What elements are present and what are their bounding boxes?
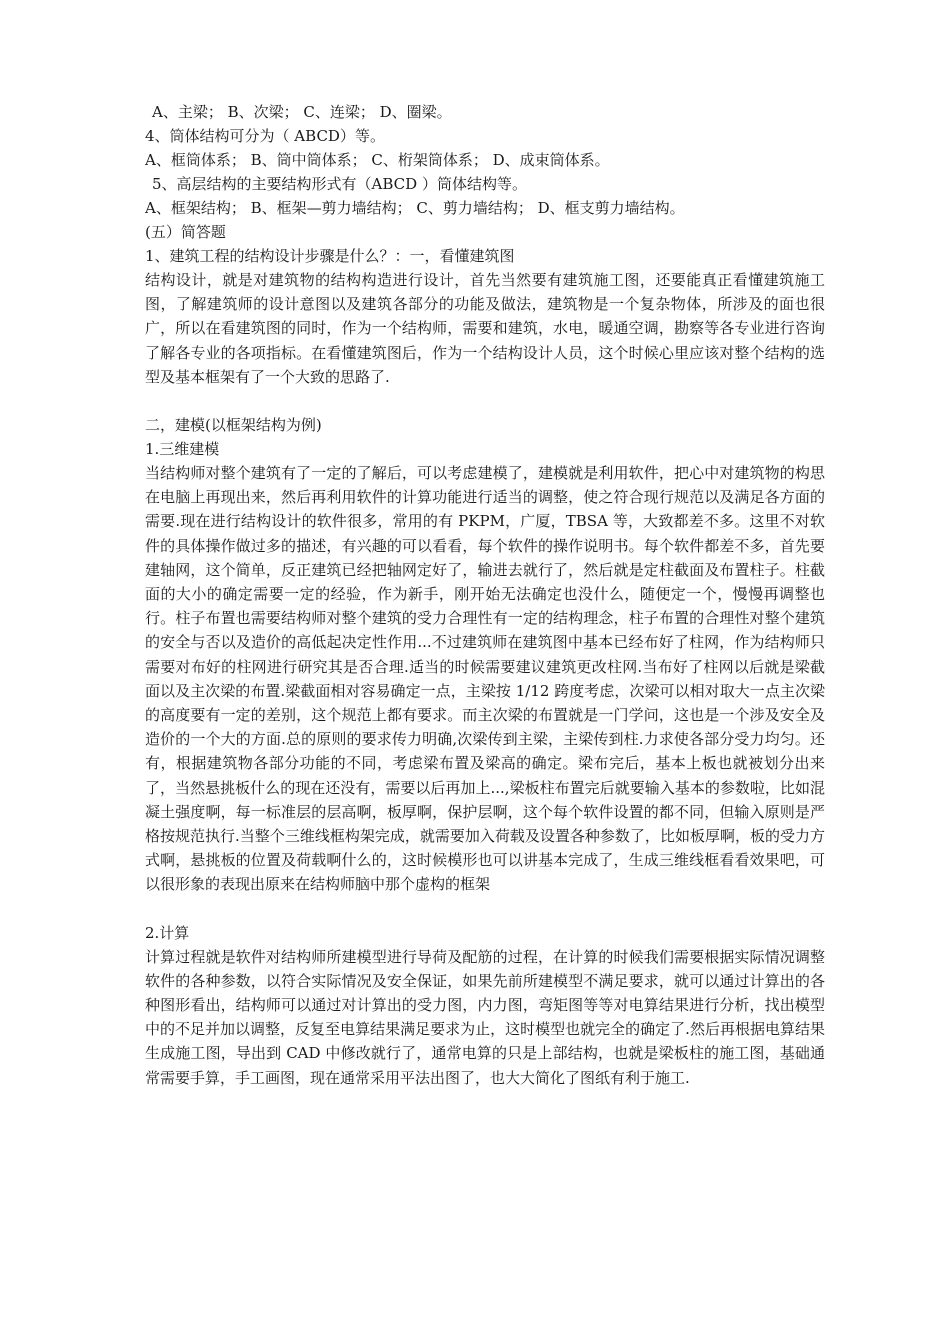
section-title: (五）简答题 <box>145 223 226 241</box>
spacer <box>145 897 825 921</box>
question-1-title: 1、建筑工程的结构设计步骤是什么？：一，看懂建筑图 <box>145 247 515 265</box>
calc-title: 2.计算 <box>145 923 190 942</box>
calc-paragraph: 计算过程就是软件对结构师所建模型进行导荷及配筋的过程，在计算的时候我们需要根据实际情况调整软件的各种参数，以符合实际情况及安全保证，如果先前所建模型不满足要求，就可以通过计算出的各种图形看出，结构师可以通过对计算出的受力图，内力图，弯矩图等等对电算结果进行分析，找出模型中的不足并加以调整，反复至电算结果满足要求为止，这时模型也就完全的确定了.然后再根据电算结果生成施工图，导出到 CAD 中修改就行了，通常电算的只是上部结构，也就是梁板柱的施工图，基础通常需要手算，手工画图，现在通常采用平法出图了，也大大简化了图纸有利于施工. <box>145 947 825 1087</box>
q5-title: 5、高层结构的主要结构形式有（ABCD ）筒体结构等。 <box>152 175 527 193</box>
document-page <box>145 100 825 1090</box>
step-2-subtitle: 1.三维建模 <box>145 440 220 459</box>
q3-options: A、主梁； B、次梁； C、连梁； D、圈梁。 <box>152 103 452 121</box>
q4-options: A、框筒体系； B、筒中筒体系； C、桁架筒体系； D、成束筒体系。 <box>145 151 610 169</box>
step-2-title: 二，建模(以框架结构为例) <box>145 416 322 435</box>
modeling-paragraph: 当结构师对整个建筑有了一定的了解后，可以考虑建模了，建模就是利用软件，把心中对建筑物的构思在电脑上再现出来，然后再利用软件的计算功能进行适当的调整，使之符合现行规范以及满足各方面的需要.现在进行结构设计的软件很多，常用的有 PKPM，广厦，TBSA 等，大致都差不多。这里不对软件的具体操作做过多的描述，有兴趣的可以看看，每个软件的操作说明书。每个软件都差不多，首先要建轴网，这个简单，反正建筑已经把轴网定好了，输进去就行了，然后就是定柱截面及布置柱子。柱截面的大小的确定需要一定的经验，作为新手，刚开始无法确定也没什么，随便定一个，慢慢再调整也行。柱子布置也需要结构师对整个建筑的受力合理性有一定的结构理念，柱子布置的合理性对整个建筑的安全与否以及造价的高低起决定性作用...不过建筑师在建筑图中基本已经布好了柱网，作为结构师只需要对布好的柱网进行研究其是否合理.适当的时候需要建议建筑更改柱网.当布好了柱网以后就是梁截面以及主次梁的布置.梁截面相对容易确定一点，主梁按 1/12 跨度考虑，次梁可以相对取大一点主次梁的高度要有一定的差别，这个规范上都有要求。而主次梁的布置就是一门学问，这也是一个涉及安全及造价的一个大的方面.总的原则的要求传力明确,次梁传到主梁，主梁传到柱.力求使各部分受力均匀。还有，根据建筑物各部分功能的不同，考虑梁布置及梁高的确定。梁布完后，基本上板也就被划分出来了，当然悬挑板什么的现在还没有，需要以后再加上...,梁板柱布置完后就要输入基本的参数啦，比如混凝土强度啊，每一标准层的层高啊，板厚啊，保护层啊，这个每个软件设置的都不同，但输入原则是严格按规范执行.当整个三维线框构架完成，就需要加入荷载及设置各种参数了，比如板厚啊，板的受力方式啊，悬挑板的位置及荷载啊什么的，这时候模形也可以讲基本完成了，生成三维线框看看效果吧，可以很形象的表现出原来在结构师脑中那个虚构的框架 <box>145 464 825 894</box>
q4-title: 4、筒体结构可分为（ ABCD）等。 <box>145 127 385 145</box>
answer-paragraph-1: 结构设计，就是对建筑物的结构构造进行设计，首先当然要有建筑施工图，还要能真正看懂建筑施工图，了解建筑师的设计意图以及建筑各部分的功能及做法，建筑物是一个复杂物体，所涉及的面也很广，所以在看建筑图的同时，作为一个结构师，需要和建筑，水电，暖通空调，勘察等各专业进行咨询了解各专业的各项指标。在看懂建筑图后，作为一个结构设计人员，这个时候心里应该对整个结构的选型及基本框架有了一个大致的思路了. <box>145 271 825 386</box>
spacer <box>145 389 825 413</box>
q5-options: A、框架结构； B、框架—剪力墙结构； C、剪力墙结构； D、框支剪力墙结构。 <box>145 199 685 217</box>
